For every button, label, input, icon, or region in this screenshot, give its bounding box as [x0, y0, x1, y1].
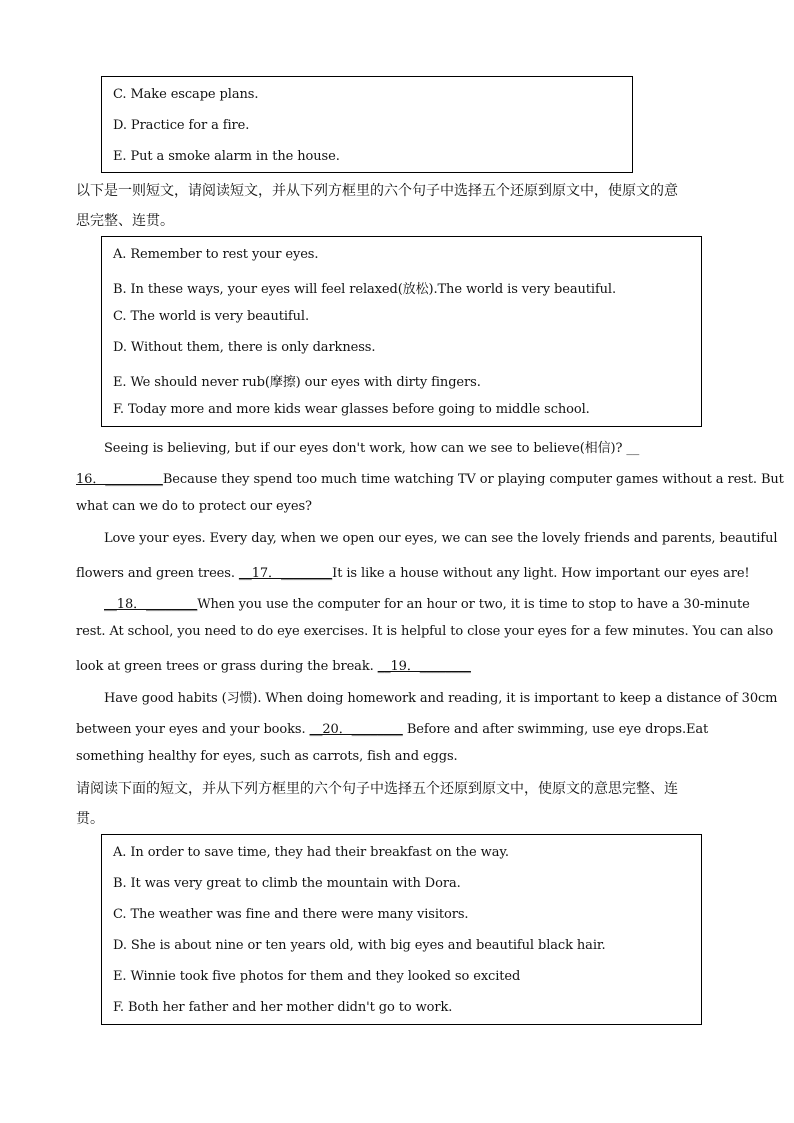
options-box-2 [101, 236, 702, 427]
passage-p3-line2: rest. At school, you need to do eye exercises. It is helpful to close your eyes for a few minutes. You can also [76, 624, 774, 639]
passage-p1-line1: Seeing is believing, but if our eyes don't work, how can we see to believe(相信)? __ [104, 441, 640, 456]
option-e: E. Put a smoke alarm in the house. [113, 149, 340, 164]
option-c: C. The weather was fine and there were many visitors. [113, 907, 469, 922]
passage-p4-line3: something healthy for eyes, such as carrots, fish and eggs. [76, 749, 458, 764]
passage-text: Before and after swimming, use eye drops.Eat [402, 722, 709, 737]
passage-text: between your eyes and your books. [76, 722, 310, 737]
blank-18[interactable]: __18．________ [104, 597, 198, 612]
passage-p1-line3: what can we do to protect our eyes? [76, 499, 312, 514]
instruction-line-2: 思完整、连贯。 [76, 213, 174, 229]
instruction-line-2: 贯。 [76, 811, 104, 827]
option-a: A. In order to save time, they had their breakfast on the way. [113, 845, 509, 860]
blank-17[interactable]: __17．________ [238, 566, 333, 581]
option-b: B. It was very great to climb the mountain with Dora. [113, 876, 461, 891]
option-e: E. We should never rub(摩擦) our eyes with dirty fingers. [113, 375, 481, 390]
option-d: D. Practice for a fire. [113, 118, 250, 133]
option-d: D. She is about nine or ten years old, with big eyes and beautiful black hair. [113, 938, 606, 953]
passage-p4-line2 [76, 718, 708, 737]
passage-p3-line1 [104, 593, 750, 612]
option-f: F. Today more and more kids wear glasses before going to middle school. [113, 402, 590, 417]
passage-p2-line2 [76, 562, 750, 581]
option-b: B. In these ways, your eyes will feel relaxed(放松).The world is very beautiful. [113, 282, 617, 297]
option-d: D. Without them, there is only darkness. [113, 340, 376, 355]
passage-text: flowers and green trees. [76, 566, 239, 581]
blank-20[interactable]: __20．________ [309, 722, 403, 737]
blank-19[interactable]: __19．________ [377, 659, 471, 674]
options-box-3 [101, 834, 702, 1025]
passage-p4-line1: Have good habits (习惯). When doing homework and reading, it is important to keep a distance of 30cm [104, 691, 778, 706]
passage-p3-line3 [76, 655, 471, 674]
option-c: C. Make escape plans. [113, 87, 259, 102]
passage-p2-line1: Love your eyes. Every day, when we open our eyes, we can see the lovely friends and parents, beautiful [104, 531, 778, 546]
option-a: A. Remember to rest your eyes. [113, 247, 319, 262]
instruction-line-1: 请阅读下面的短文，并从下列方框里的六个句子中选择五个还原到原文中，使原文的意思完整、连 [76, 781, 678, 797]
passage-text: It is like a house without any light. How important our eyes are! [332, 566, 750, 581]
passage-p1-line2 [76, 468, 784, 487]
option-f: F. Both her father and her mother didn't go to work. [113, 1000, 453, 1015]
passage-text: look at green trees or grass during the break. [76, 659, 378, 674]
option-c: C. The world is very beautiful. [113, 309, 309, 324]
option-e: E. Winnie took five photos for them and they looked so excited [113, 969, 521, 984]
passage-text: Because they spend too much time watching TV or playing computer games without a rest. But [162, 472, 784, 487]
passage-text: When you use the computer for an hour or two, it is time to stop to have a 30-minute [197, 597, 750, 612]
instruction-line-1: 以下是一则短文，请阅读短文，并从下列方框里的六个句子中选择五个还原到原文中，使原文的意 [76, 183, 678, 199]
blank-16[interactable]: 16．_________ [76, 472, 163, 487]
